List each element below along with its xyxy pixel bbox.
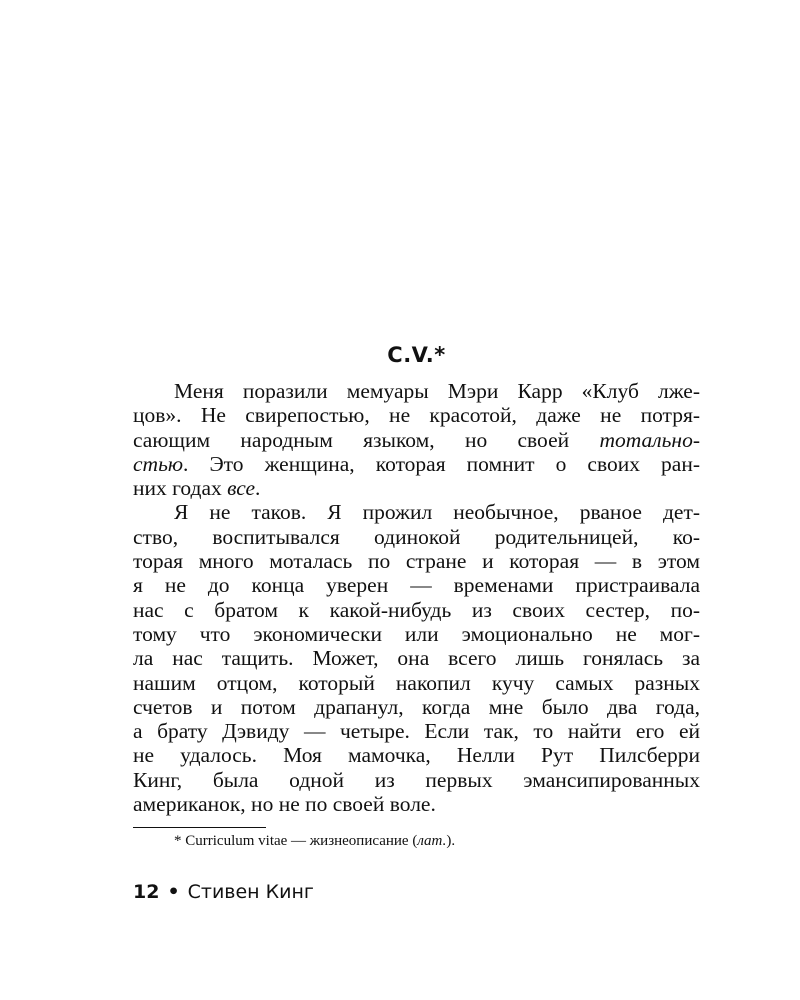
footer-bullet: • bbox=[167, 881, 180, 903]
text-line bbox=[133, 743, 700, 767]
text-run: Меня поразили мемуары Мэри Карр «Клуб лже- bbox=[174, 379, 700, 403]
text-run: тому что экономически или эмоционально не мог- bbox=[133, 621, 700, 646]
text-run: . Это женщина, которая помнит о своих ран- bbox=[183, 451, 700, 476]
text-line bbox=[133, 719, 700, 743]
text-run: сающим народным языком, но своей bbox=[133, 427, 600, 452]
text-line bbox=[133, 476, 700, 500]
footer-author: Стивен Кинг bbox=[187, 881, 314, 903]
text-line bbox=[133, 671, 700, 695]
text-run: торая много моталась по стране и которая — в этом bbox=[133, 549, 700, 574]
footnote-divider bbox=[133, 827, 266, 828]
text-run: не удалось. Моя мамочка, Нелли Рут Пилсберри bbox=[133, 743, 700, 768]
text-run: них годах bbox=[133, 476, 228, 501]
text-line bbox=[133, 646, 700, 670]
text-run: Я не таков. Я прожил необычное, рваное дет- bbox=[174, 500, 700, 525]
text-line bbox=[133, 695, 700, 719]
text-run: я не до конца уверен — временами пристраивала bbox=[133, 573, 700, 598]
emphasis-text: тотально- bbox=[599, 427, 700, 452]
text-run: нас с братом к какой-нибудь из своих сестер, по- bbox=[133, 597, 700, 622]
text-run: нашим отцом, который накопил кучу самых разных bbox=[133, 670, 700, 695]
emphasis-text: стью bbox=[133, 451, 184, 476]
text-run: ла нас тащить. Может, она всего лишь гонялась за bbox=[133, 646, 700, 671]
body-text bbox=[133, 379, 700, 816]
text-run: американок, но не по своей воле. bbox=[133, 792, 436, 817]
footnote-abbreviation: лат. bbox=[417, 833, 447, 849]
emphasis-text: все bbox=[227, 476, 256, 501]
text-line bbox=[133, 622, 700, 646]
footnote-suffix: ). bbox=[446, 833, 456, 849]
text-line bbox=[133, 792, 700, 816]
text-line bbox=[133, 549, 700, 573]
page-number: 12 bbox=[133, 881, 160, 903]
running-footer bbox=[133, 879, 314, 905]
text-line bbox=[133, 573, 700, 597]
text-line bbox=[133, 403, 700, 427]
text-line bbox=[133, 525, 700, 549]
text-run: цов». Не свирепостью, не красотой, даже не потря- bbox=[133, 403, 700, 428]
text-line bbox=[133, 379, 700, 403]
text-line bbox=[133, 598, 700, 622]
text-run: Кинг, была одной из первых эмансипированных bbox=[133, 767, 700, 792]
text-line bbox=[133, 500, 700, 524]
text-run: а брату Дэвиду — четыре. Если так, то найти его ей bbox=[133, 719, 700, 744]
text-line bbox=[133, 452, 700, 476]
chapter-title: C.V.* bbox=[387, 343, 446, 367]
text-line bbox=[133, 428, 700, 452]
footnote bbox=[174, 831, 455, 851]
footnote-text: Curriculum vitae — жизнеописание ( bbox=[185, 833, 418, 849]
footnote-marker: * bbox=[174, 833, 186, 849]
text-run: ство, воспитывался одинокой родительницей, ко- bbox=[133, 524, 700, 549]
text-line bbox=[133, 768, 700, 792]
text-run: . bbox=[255, 476, 261, 501]
text-run: счетов и потом драпанул, когда мне было два года, bbox=[133, 694, 700, 719]
